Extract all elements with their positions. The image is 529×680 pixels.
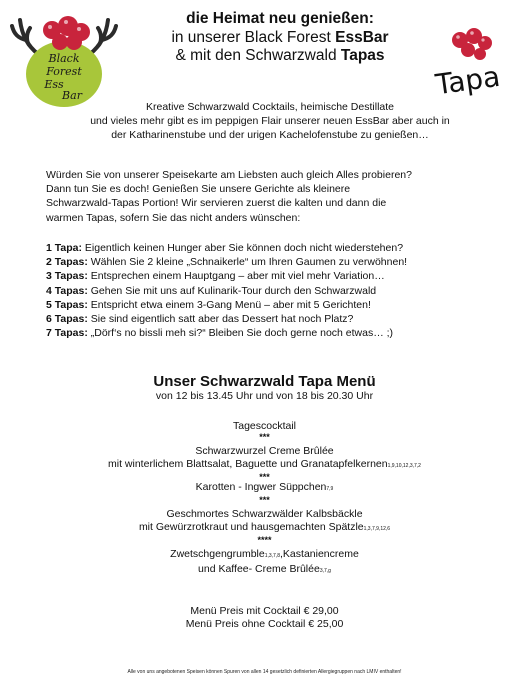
list-item: 2 Tapas: Wählen Sie 2 kleine „Schnaikerle“ um Ihren Gaumen zu verwöhnen! (46, 256, 408, 269)
list-item: 6 Tapas: Sie sind eigentlich satt aber das Dessert hat noch Platz? (46, 313, 354, 326)
heading-line-2: in unserer Black Forest EssBar (171, 28, 389, 46)
course-dessert-desc: und Kaffee- Creme Brûlée3,7,g (198, 563, 331, 575)
course-creme-brulee: Schwarzwurzel Creme Brûlée (195, 445, 334, 457)
intro-line: Kreative Schwarzwald Cocktails, heimische Destillate (145, 101, 394, 113)
allergen-codes: 1,3,7,9,12,6 (363, 526, 391, 532)
logo-text-black: Black (48, 52, 80, 65)
logo-text-forest: Forest (46, 65, 82, 78)
allergen-codes: 3,7,g (319, 568, 331, 574)
price-without-cocktail: Menü Preis ohne Cocktail € 25,00 (185, 618, 344, 630)
list-item: 4 Tapas: Gehen Sie mit uns auf Kulinarik-Tour durch den Schwarzwald (46, 284, 377, 297)
list-item: 5 Tapas: Entspricht etwa einem 3-Gang Menü – aber mit 5 Gerichten! (46, 298, 371, 311)
menu-title: Unser Schwarzwald Tapa Menü (153, 373, 376, 390)
heading-line-3: & mit den Schwarzwald Tapas (175, 47, 385, 64)
list-item: 1 Tapa: Eigentlich keinen Hunger aber Sie können doch nicht wiederstehen? (46, 242, 404, 254)
course-main-desc: mit Gewürzrotkraut und hausgemachten Spätzle1,3,7,9,12,6 (138, 521, 391, 533)
heading-line-1: die Heimat neu genießen: (186, 10, 374, 27)
intro-line: und vieles mehr gibt es im peppigen Flair unserer neuen EssBar aber auch in (90, 115, 450, 128)
tapa-menu (0, 420, 529, 578)
course-separator: *** (259, 472, 270, 482)
allergen-codes: 1,9,10,12,3,7,2 (387, 463, 421, 469)
menu-hours: von 12 bis 13.45 Uhr und von 18 bis 20.30 Uhr (155, 390, 374, 402)
black-forest-essbar-logo (8, 6, 120, 111)
price-with-cocktail: Menü Preis mit Cocktail € 29,00 (190, 605, 339, 617)
explanation-line: warmen Tapas, sofern Sie das nicht anders wünschen: (46, 211, 301, 224)
list-item: 7 Tapas: „Dörf‘s no bissli meh si?“ Bleiben Sie doch gerne noch etwas… ;) (46, 327, 394, 340)
explanation-line: Dann tun Sie es doch! Genießen Sie unsere Gerichte als kleinere (46, 183, 351, 196)
course-separator: **** (257, 535, 272, 545)
tapa-logo (430, 26, 508, 98)
logo-text-bar: Bar (62, 89, 82, 102)
tapas-explanation (46, 168, 506, 225)
explanation-line: Schwarzwald-Tapas Portion! Wir servieren zuerst die kalten und dann die (46, 197, 387, 210)
menu-prices (0, 605, 529, 631)
course-separator: *** (259, 432, 270, 442)
list-item: 3 Tapas: Entsprechen einem Hauptgang – aber mit viel mehr Variation… (46, 270, 385, 283)
course-dessert: Zwetschgengrumble1,3,7,8,Kastaniencreme (170, 548, 359, 560)
allergen-footer: Alle von uns angebotenen Speisen können Spuren von allen 14 gesetzlich definierten Allergiegruppen nach LMIV enthalten! (127, 669, 402, 675)
explanation-line: Würden Sie von unserer Speisekarte am Liebsten auch gleich Alles probieren? (46, 169, 412, 181)
tapas-count-list (46, 241, 516, 340)
course-cocktail: Tagescocktail (232, 420, 297, 432)
logo-text-ess: Ess (44, 78, 64, 91)
course-creme-brulee-desc: mit winterlichem Blattsalat, Baguette und Granatapfelkernen1,9,10,12,3,7,2 (108, 458, 421, 470)
course-main: Geschmortes Schwarzwälder Kalbsbäckle (166, 508, 363, 520)
course-separator: *** (259, 495, 270, 505)
intro-line: der Katharinenstube und der urigen Kachelofenstube zu genießen… (111, 129, 429, 142)
allergen-codes: 1,3,7,8 (264, 553, 281, 559)
page-heading (120, 10, 440, 66)
course-soup: Karotten - Ingwer Süppchen7,9 (195, 481, 334, 493)
tapa-logo-text: Tapa (433, 59, 503, 98)
intro-paragraph (30, 100, 510, 143)
allergen-codes: 7,9 (326, 486, 334, 492)
